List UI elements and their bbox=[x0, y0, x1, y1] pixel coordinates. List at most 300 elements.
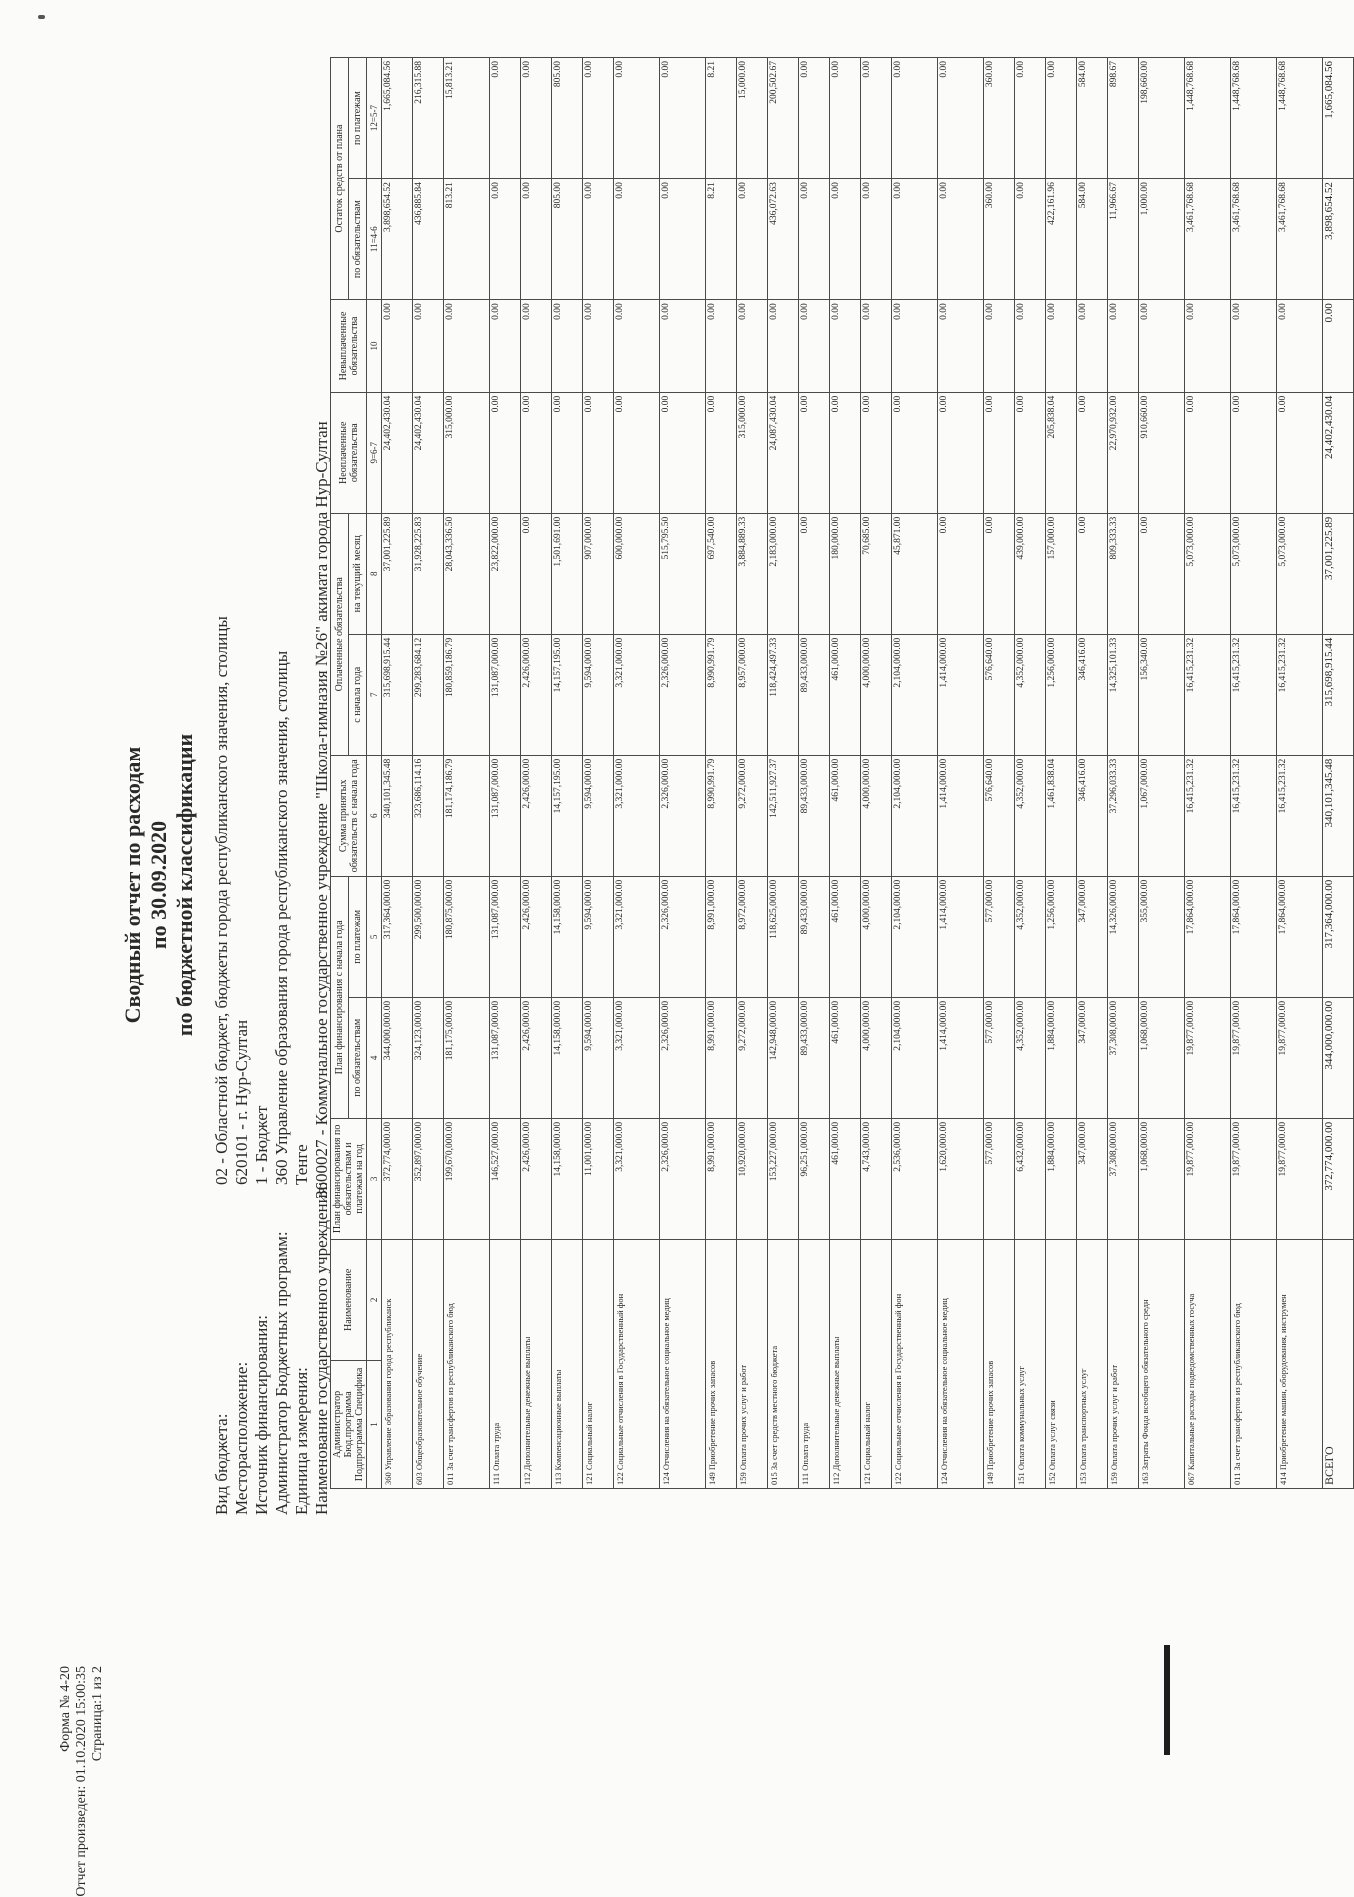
cell-c4: 89,433,000.00 bbox=[799, 997, 830, 1118]
cell-c6: 142,511,927.37 bbox=[768, 755, 799, 876]
cell-c4: 37,308,000.00 bbox=[1108, 997, 1139, 1118]
cell-c11: 11,966.67 bbox=[1108, 179, 1139, 300]
table-row bbox=[660, 58, 706, 1489]
cell-c10: 0.00 bbox=[830, 300, 861, 393]
cell-c4: 344,000,000.00 bbox=[1323, 997, 1354, 1118]
report-parameters bbox=[212, 421, 332, 1515]
cell-c9: 0.00 bbox=[984, 392, 1015, 513]
cell-c4: 131,087,000.00 bbox=[490, 997, 521, 1118]
cell-c3: 2,326,000.00 bbox=[660, 1118, 706, 1239]
cell-c9: 0.00 bbox=[1015, 392, 1046, 513]
cell-c11: 805.00 bbox=[552, 179, 583, 300]
title-line-1: Сводный отчет по расходам bbox=[120, 746, 145, 1024]
cell-c6: 181,174,186.79 bbox=[444, 755, 490, 876]
cell-c3: 199,670,000.00 bbox=[444, 1118, 490, 1239]
header-paid: Оплаченные обязательства bbox=[331, 513, 349, 755]
cell-c12: 0.00 bbox=[614, 58, 660, 179]
cell-c9: 0.00 bbox=[1185, 392, 1231, 513]
row-name: 111 Оплата труда bbox=[490, 1239, 521, 1488]
cell-c12: 8.21 bbox=[706, 58, 737, 179]
cell-c5: 2,426,000.00 bbox=[521, 876, 552, 997]
total-row bbox=[1323, 58, 1354, 1489]
cell-c9: 0.00 bbox=[521, 392, 552, 513]
cell-c7: 2,426,000.00 bbox=[521, 634, 552, 755]
cell-c8: 0.00 bbox=[938, 513, 984, 634]
table-row bbox=[444, 58, 490, 1489]
table-row bbox=[382, 58, 413, 1489]
cell-c9: 0.00 bbox=[660, 392, 706, 513]
param-row bbox=[312, 421, 332, 1515]
cell-c7: 2,326,000.00 bbox=[660, 634, 706, 755]
cell-c6: 2,426,000.00 bbox=[521, 755, 552, 876]
table-row bbox=[583, 58, 614, 1489]
cell-c8: 809,333.33 bbox=[1108, 513, 1139, 634]
table-row bbox=[706, 58, 737, 1489]
cell-c7: 9,594,000.00 bbox=[583, 634, 614, 755]
table-row bbox=[1077, 58, 1108, 1489]
cell-c5: 1,414,000.00 bbox=[938, 876, 984, 997]
cell-c11: 0.00 bbox=[892, 179, 938, 300]
table-row bbox=[490, 58, 521, 1489]
cell-c12: 1,665,084.56 bbox=[382, 58, 413, 179]
header-rem-obligations: по обязательствам bbox=[349, 179, 367, 300]
cell-c9: 0.00 bbox=[799, 392, 830, 513]
cell-c8: 0.00 bbox=[521, 513, 552, 634]
cell-c7: 16,415,231.32 bbox=[1185, 634, 1231, 755]
cell-c9: 910,660.00 bbox=[1139, 392, 1185, 513]
cell-c3: 347,000.00 bbox=[1077, 1118, 1108, 1239]
cell-c10: 0.00 bbox=[444, 300, 490, 393]
cell-c8: 2,183,000.00 bbox=[768, 513, 799, 634]
cell-c6: 89,433,000.00 bbox=[799, 755, 830, 876]
cell-c4: 4,352,000.00 bbox=[1015, 997, 1046, 1118]
column-index: 10 bbox=[367, 300, 382, 393]
cell-c10: 0.00 bbox=[938, 300, 984, 393]
param-value: 360 Управление образования города республиканского значения, столицы bbox=[272, 650, 291, 1185]
cell-c10: 0.00 bbox=[1046, 300, 1077, 393]
cell-c6: 4,352,000.00 bbox=[1015, 755, 1046, 876]
cell-c12: 200,502.67 bbox=[768, 58, 799, 179]
cell-c3: 6,432,000.00 bbox=[1015, 1118, 1046, 1239]
header-by-payments: по платежам bbox=[349, 876, 367, 997]
cell-c9: 315,000.00 bbox=[737, 392, 768, 513]
cell-c10: 0.00 bbox=[1323, 300, 1354, 393]
cell-c10: 0.00 bbox=[1139, 300, 1185, 393]
table-row bbox=[938, 58, 984, 1489]
cell-c6: 340,101,345.48 bbox=[382, 755, 413, 876]
cell-c10: 0.00 bbox=[382, 300, 413, 393]
cell-c10: 0.00 bbox=[984, 300, 1015, 393]
row-name: 153 Оплата транспортных услуг bbox=[1077, 1239, 1108, 1488]
cell-c12: 216,315.88 bbox=[413, 58, 444, 179]
expense-table bbox=[330, 57, 1354, 1489]
header-by-obligations: по обязательствам bbox=[349, 997, 367, 1118]
cell-c9: 0.00 bbox=[938, 392, 984, 513]
cell-c8: 3,884,889.33 bbox=[737, 513, 768, 634]
header-unpaid: Неоплаченные обязательства bbox=[331, 392, 367, 513]
row-name: 414 Приобретение машин, оборудования, инструмен bbox=[1277, 1239, 1323, 1488]
cell-c3: 1,068,000.00 bbox=[1139, 1118, 1185, 1239]
scan-mark bbox=[1164, 1645, 1170, 1755]
cell-c6: 1,414,000.00 bbox=[938, 755, 984, 876]
cell-c9: 0.00 bbox=[583, 392, 614, 513]
row-name: 122 Социальные отчисления в Государственный фон bbox=[892, 1239, 938, 1488]
cell-c7: 576,640.00 bbox=[984, 634, 1015, 755]
cell-c11: 0.00 bbox=[799, 179, 830, 300]
table-row bbox=[768, 58, 799, 1489]
table-row bbox=[1139, 58, 1185, 1489]
cell-c8: 907,000.00 bbox=[583, 513, 614, 634]
row-name: 151 Оплата коммунальных услуг bbox=[1015, 1239, 1046, 1488]
report-title bbox=[120, 15, 198, 1755]
cell-c8: 0.00 bbox=[984, 513, 1015, 634]
cell-c12: 0.00 bbox=[892, 58, 938, 179]
cell-c10: 0.00 bbox=[1231, 300, 1277, 393]
cell-c12: 0.00 bbox=[660, 58, 706, 179]
column-index: 11=4-6 bbox=[367, 179, 382, 300]
row-name: 015 За счет средств местного бюджета bbox=[768, 1239, 799, 1488]
row-name: 112 Дополнительные денежные выплаты bbox=[521, 1239, 552, 1488]
cell-c3: 2,426,000.00 bbox=[521, 1118, 552, 1239]
total-label: ВСЕГО bbox=[1323, 1239, 1354, 1488]
cell-c11: 8.21 bbox=[706, 179, 737, 300]
cell-c10: 0.00 bbox=[1277, 300, 1323, 393]
cell-c9: 24,402,430.04 bbox=[413, 392, 444, 513]
cell-c8: 37,001,225.89 bbox=[382, 513, 413, 634]
table-row bbox=[830, 58, 861, 1489]
cell-c3: 10,920,000.00 bbox=[737, 1118, 768, 1239]
cell-c6: 340,101,345.48 bbox=[1323, 755, 1354, 876]
cell-c8: 600,000.00 bbox=[614, 513, 660, 634]
header-current-month: на текущий месяц bbox=[349, 513, 367, 634]
cell-c7: 4,352,000.00 bbox=[1015, 634, 1046, 755]
row-name: 011 За счет трансфертов из республиканского бюд bbox=[444, 1239, 490, 1488]
cell-c3: 372,774,000.00 bbox=[382, 1118, 413, 1239]
cell-c3: 4,743,000.00 bbox=[861, 1118, 892, 1239]
cell-c10: 0.00 bbox=[413, 300, 444, 393]
cell-c5: 118,625,000.00 bbox=[768, 876, 799, 997]
column-index: 1 bbox=[367, 1360, 382, 1488]
cell-c12: 1,448,768.68 bbox=[1231, 58, 1277, 179]
row-name: 121 Социальный налог bbox=[861, 1239, 892, 1488]
cell-c5: 317,364,000.00 bbox=[1323, 876, 1354, 997]
cell-c11: 0.00 bbox=[614, 179, 660, 300]
param-row bbox=[272, 515, 292, 1515]
column-index: 3 bbox=[367, 1118, 382, 1239]
cell-c6: 16,415,231.32 bbox=[1277, 755, 1323, 876]
row-name: 111 Оплата труда bbox=[799, 1239, 830, 1488]
cell-c12: 0.00 bbox=[1046, 58, 1077, 179]
cell-c9: 22,970,932.00 bbox=[1108, 392, 1139, 513]
row-name: 121 Социальный налог bbox=[583, 1239, 614, 1488]
param-label: Месторасположение: bbox=[232, 1361, 251, 1515]
cell-c3: 372,774,000.00 bbox=[1323, 1118, 1354, 1239]
cell-c6: 461,000.00 bbox=[830, 755, 861, 876]
cell-c8: 1,501,691.00 bbox=[552, 513, 583, 634]
row-name: 067 Капитальные расходы подведомственных госуча bbox=[1185, 1239, 1231, 1488]
cell-c5: 17,864,000.00 bbox=[1231, 876, 1277, 997]
param-row bbox=[232, 515, 252, 1515]
cell-c5: 14,158,000.00 bbox=[552, 876, 583, 997]
cell-c5: 180,875,000.00 bbox=[444, 876, 490, 997]
row-name: 603 Общеобразовательное обучение bbox=[413, 1239, 444, 1488]
param-value: 02 - Областной бюджет, бюджеты города республиканского значения, столицы bbox=[212, 616, 231, 1185]
cell-c12: 584.00 bbox=[1077, 58, 1108, 179]
cell-c12: 1,448,768.68 bbox=[1277, 58, 1323, 179]
cell-c9: 0.00 bbox=[706, 392, 737, 513]
cell-c5: 8,972,000.00 bbox=[737, 876, 768, 997]
cell-c11: 436,072.63 bbox=[768, 179, 799, 300]
cell-c7: 16,415,231.32 bbox=[1231, 634, 1277, 755]
cell-c8: 31,928,225.83 bbox=[413, 513, 444, 634]
cell-c8: 70,685.00 bbox=[861, 513, 892, 634]
column-index: 2 bbox=[367, 1239, 382, 1360]
table-row bbox=[799, 58, 830, 1489]
cell-c3: 461,000.00 bbox=[830, 1118, 861, 1239]
cell-c10: 0.00 bbox=[1185, 300, 1231, 393]
param-value: 1 - Бюджет bbox=[252, 1105, 271, 1185]
row-name: 011 За счет трансфертов из республиканского бюд bbox=[1231, 1239, 1277, 1488]
cell-c4: 9,594,000.00 bbox=[583, 997, 614, 1118]
cell-c10: 0.00 bbox=[737, 300, 768, 393]
cell-c4: 4,000,000.00 bbox=[861, 997, 892, 1118]
cell-c6: 3,321,000.00 bbox=[614, 755, 660, 876]
cell-c6: 16,415,231.32 bbox=[1231, 755, 1277, 876]
row-name: 149 Приобретение прочих запасов bbox=[706, 1239, 737, 1488]
cell-c7: 8,990,991.79 bbox=[706, 634, 737, 755]
cell-c4: 2,326,000.00 bbox=[660, 997, 706, 1118]
cell-c6: 1,461,838.04 bbox=[1046, 755, 1077, 876]
cell-c3: 146,527,000.00 bbox=[490, 1118, 521, 1239]
column-index: 5 bbox=[367, 876, 382, 997]
row-name: 159 Оплата прочих услуг и работ bbox=[1108, 1239, 1139, 1488]
form-number: Форма № 4-20 bbox=[58, 1666, 73, 1752]
cell-c8: 28,043,336.50 bbox=[444, 513, 490, 634]
header-accepted: Сумма принятых обязательств с начала года bbox=[331, 755, 367, 876]
cell-c3: 1,620,000.00 bbox=[938, 1118, 984, 1239]
cell-c3: 8,991,000.00 bbox=[706, 1118, 737, 1239]
cell-c7: 14,325,101.33 bbox=[1108, 634, 1139, 755]
cell-c4: 344,000,000.00 bbox=[382, 997, 413, 1118]
cell-c11: 3,898,654.52 bbox=[382, 179, 413, 300]
cell-c7: 180,859,186.79 bbox=[444, 634, 490, 755]
cell-c11: 3,461,768.68 bbox=[1185, 179, 1231, 300]
cell-c8: 697,540.00 bbox=[706, 513, 737, 634]
cell-c11: 0.00 bbox=[490, 179, 521, 300]
cell-c12: 198,660.00 bbox=[1139, 58, 1185, 179]
scan-speck bbox=[38, 15, 45, 19]
cell-c4: 3,321,000.00 bbox=[614, 997, 660, 1118]
cell-c7: 16,415,231.32 bbox=[1277, 634, 1323, 755]
cell-c10: 0.00 bbox=[1015, 300, 1046, 393]
cell-c10: 0.00 bbox=[490, 300, 521, 393]
cell-c4: 2,104,000.00 bbox=[892, 997, 938, 1118]
cell-c4: 461,000.00 bbox=[830, 997, 861, 1118]
cell-c9: 0.00 bbox=[490, 392, 521, 513]
cell-c4: 1,068,000.00 bbox=[1139, 997, 1185, 1118]
cell-c8: 5,073,000.00 bbox=[1277, 513, 1323, 634]
header-admin: Администратор Бюд.программа Подпрограмма Специфика bbox=[331, 1360, 367, 1488]
column-index: 9=6-7 bbox=[367, 392, 382, 513]
cell-c5: 14,326,000.00 bbox=[1108, 876, 1139, 997]
header-rem-payments: по платежам bbox=[349, 58, 367, 179]
header-name: Наименование bbox=[331, 1239, 367, 1360]
cell-c5: 347,000.00 bbox=[1077, 876, 1108, 997]
param-label: Наименование государственного учреждения: bbox=[312, 1181, 331, 1515]
cell-c9: 0.00 bbox=[1231, 392, 1277, 513]
table-row bbox=[521, 58, 552, 1489]
cell-c12: 805.00 bbox=[552, 58, 583, 179]
table-row bbox=[861, 58, 892, 1489]
cell-c4: 181,175,000.00 bbox=[444, 997, 490, 1118]
cell-c12: 15,000.00 bbox=[737, 58, 768, 179]
cell-c11: 436,885.84 bbox=[413, 179, 444, 300]
table-row bbox=[1108, 58, 1139, 1489]
cell-c8: 0.00 bbox=[1077, 513, 1108, 634]
cell-c12: 0.00 bbox=[799, 58, 830, 179]
row-name: 149 Приобретение прочих запасов bbox=[984, 1239, 1015, 1488]
cell-c3: 14,158,000.00 bbox=[552, 1118, 583, 1239]
cell-c6: 1,067,000.00 bbox=[1139, 755, 1185, 876]
cell-c4: 1,414,000.00 bbox=[938, 997, 984, 1118]
cell-c6: 131,087,000.00 bbox=[490, 755, 521, 876]
param-row bbox=[212, 515, 232, 1515]
cell-c6: 4,000,000.00 bbox=[861, 755, 892, 876]
cell-c7: 461,000.00 bbox=[830, 634, 861, 755]
cell-c4: 347,000.00 bbox=[1077, 997, 1108, 1118]
cell-c8: 5,073,000.00 bbox=[1185, 513, 1231, 634]
cell-c10: 0.00 bbox=[660, 300, 706, 393]
cell-c11: 0.00 bbox=[861, 179, 892, 300]
cell-c3: 352,897,000.00 bbox=[413, 1118, 444, 1239]
cell-c5: 89,433,000.00 bbox=[799, 876, 830, 997]
cell-c9: 24,402,430.04 bbox=[1323, 392, 1354, 513]
cell-c12: 898.67 bbox=[1108, 58, 1139, 179]
cell-c7: 315,698,915.44 bbox=[382, 634, 413, 755]
cell-c9: 0.00 bbox=[892, 392, 938, 513]
table-row bbox=[552, 58, 583, 1489]
cell-c12: 360.00 bbox=[984, 58, 1015, 179]
table-row bbox=[614, 58, 660, 1489]
cell-c7: 4,000,000.00 bbox=[861, 634, 892, 755]
cell-c6: 346,416.00 bbox=[1077, 755, 1108, 876]
param-label: Вид бюджета: bbox=[212, 1413, 231, 1515]
cell-c9: 0.00 bbox=[861, 392, 892, 513]
header-plan: План финансирования по обязательствам и платежам на год bbox=[331, 1118, 367, 1239]
cell-c9: 315,000.00 bbox=[444, 392, 490, 513]
cell-c8: 180,000.00 bbox=[830, 513, 861, 634]
cell-c6: 37,296,033.33 bbox=[1108, 755, 1139, 876]
column-index: 4 bbox=[367, 997, 382, 1118]
column-index-row bbox=[367, 58, 382, 1489]
cell-c9: 24,087,430.04 bbox=[768, 392, 799, 513]
header-unissued: Невыплаченные обязательства bbox=[331, 300, 367, 393]
column-index: 7 bbox=[367, 634, 382, 755]
cell-c8: 439,000.00 bbox=[1015, 513, 1046, 634]
cell-c9: 0.00 bbox=[614, 392, 660, 513]
cell-c12: 1,665,084.56 bbox=[1323, 58, 1354, 179]
cell-c12: 0.00 bbox=[830, 58, 861, 179]
cell-c7: 1,414,000.00 bbox=[938, 634, 984, 755]
cell-c11: 1,000.00 bbox=[1139, 179, 1185, 300]
table-row bbox=[984, 58, 1015, 1489]
cell-c3: 96,251,000.00 bbox=[799, 1118, 830, 1239]
cell-c5: 17,864,000.00 bbox=[1185, 876, 1231, 997]
cell-c11: 360.00 bbox=[984, 179, 1015, 300]
cell-c9: 0.00 bbox=[552, 392, 583, 513]
title-line-3: по бюджетной классификации bbox=[172, 733, 197, 1037]
cell-c5: 355,000.00 bbox=[1139, 876, 1185, 997]
table-row bbox=[737, 58, 768, 1489]
cell-c5: 299,500,000.00 bbox=[413, 876, 444, 997]
cell-c11: 422,161.96 bbox=[1046, 179, 1077, 300]
cell-c12: 1,448,768.68 bbox=[1185, 58, 1231, 179]
table-row bbox=[1231, 58, 1277, 1489]
cell-c11: 813.21 bbox=[444, 179, 490, 300]
param-value: Тенге bbox=[292, 1144, 311, 1185]
cell-c11: 3,898,654.52 bbox=[1323, 179, 1354, 300]
cell-c10: 0.00 bbox=[768, 300, 799, 393]
cell-c11: 0.00 bbox=[938, 179, 984, 300]
cell-c3: 577,000.00 bbox=[984, 1118, 1015, 1239]
cell-c3: 37,308,000.00 bbox=[1108, 1118, 1139, 1239]
row-name: 360 Управление образования города республиканск bbox=[382, 1239, 413, 1488]
cell-c7: 299,283,684.12 bbox=[413, 634, 444, 755]
form-meta bbox=[58, 1666, 106, 1897]
cell-c5: 461,000.00 bbox=[830, 876, 861, 997]
cell-c10: 0.00 bbox=[892, 300, 938, 393]
cell-c4: 9,272,000.00 bbox=[737, 997, 768, 1118]
table-row bbox=[1277, 58, 1323, 1489]
cell-c12: 0.00 bbox=[490, 58, 521, 179]
row-name: 124 Отчисления на обязательное социальное медиц bbox=[938, 1239, 984, 1488]
cell-c3: 11,001,000.00 bbox=[583, 1118, 614, 1239]
header-plan-from-start: План финансирования с начала года bbox=[331, 876, 349, 1118]
table-body bbox=[382, 58, 1354, 1489]
cell-c5: 4,352,000.00 bbox=[1015, 876, 1046, 997]
cell-c7: 156,340.00 bbox=[1139, 634, 1185, 755]
cell-c11: 0.00 bbox=[1015, 179, 1046, 300]
cell-c11: 0.00 bbox=[583, 179, 614, 300]
cell-c5: 3,321,000.00 bbox=[614, 876, 660, 997]
column-index: 12=5-7 bbox=[367, 58, 382, 179]
table-row bbox=[1185, 58, 1231, 1489]
cell-c5: 9,594,000.00 bbox=[583, 876, 614, 997]
cell-c8: 5,073,000.00 bbox=[1231, 513, 1277, 634]
cell-c5: 17,864,000.00 bbox=[1277, 876, 1323, 997]
cell-c12: 0.00 bbox=[861, 58, 892, 179]
cell-c5: 4,000,000.00 bbox=[861, 876, 892, 997]
cell-c6: 8,990,991.79 bbox=[706, 755, 737, 876]
cell-c3: 19,877,000.00 bbox=[1231, 1118, 1277, 1239]
cell-c11: 3,461,768.68 bbox=[1231, 179, 1277, 300]
cell-c7: 8,957,000.00 bbox=[737, 634, 768, 755]
cell-c5: 577,000.00 bbox=[984, 876, 1015, 997]
param-value: 3600027 - Коммунальное государственное учреждение "Школа-гимназия №26" акимата города Нур-Султан bbox=[312, 421, 331, 1199]
cell-c8: 515,795.50 bbox=[660, 513, 706, 634]
cell-c5: 2,326,000.00 bbox=[660, 876, 706, 997]
cell-c3: 3,321,000.00 bbox=[614, 1118, 660, 1239]
cell-c11: 0.00 bbox=[737, 179, 768, 300]
row-name: 124 Отчисления на обязательное социальное медиц bbox=[660, 1239, 706, 1488]
cell-c7: 89,433,000.00 bbox=[799, 634, 830, 755]
cell-c10: 0.00 bbox=[552, 300, 583, 393]
cell-c6: 9,272,000.00 bbox=[737, 755, 768, 876]
table-row bbox=[892, 58, 938, 1489]
cell-c10: 0.00 bbox=[614, 300, 660, 393]
cell-c12: 0.00 bbox=[521, 58, 552, 179]
cell-c9: 0.00 bbox=[1277, 392, 1323, 513]
